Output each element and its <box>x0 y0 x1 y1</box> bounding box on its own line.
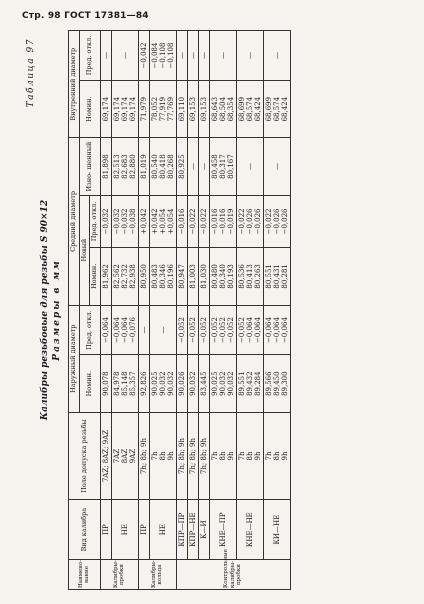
mid-worn-header: Изно- шенный <box>79 138 100 195</box>
gauge-type-cell: КНЕ—ПР <box>209 500 236 560</box>
i-pred-cell: — <box>176 31 187 81</box>
worn-cell: 81,019 <box>138 138 149 195</box>
o-pred-cell: −0,064 <box>100 305 111 355</box>
m-nom-cell: 81,003 <box>187 248 198 305</box>
m-nom-cell: 80,950 <box>138 248 149 305</box>
o-pred-cell: — <box>138 305 149 355</box>
o-nom-cell: 92,826 <box>138 355 149 412</box>
col-mid-header: Средний диаметр <box>69 138 80 305</box>
group-label-ring: Калибры- кольца <box>138 560 176 590</box>
table-label: Таблица 97 <box>26 38 36 108</box>
worn-cell: 80,540 80,418 80,268 <box>149 138 176 195</box>
table-caption: Калибры резьбовые для резьбы S 90×12 <box>40 199 50 421</box>
m-pred-cell: +0,042 <box>138 195 149 247</box>
col-name-header: Наимено- вание <box>69 560 101 590</box>
o-pred-cell: −0,064 −0,064 −0,076 <box>111 305 138 355</box>
worn-cell: — <box>187 138 198 195</box>
mid-nom-header: Номин. <box>90 248 101 305</box>
gauge-table <box>68 30 291 590</box>
mid-pred-header: Пред. откл. <box>90 195 101 247</box>
o-pred-cell: −0,064 −0,064 −0,064 <box>263 305 290 355</box>
m-nom-cell: 81,962 <box>100 248 111 305</box>
worn-cell: — <box>198 138 209 195</box>
m-nom-cell: 80,483 80,346 80,196 <box>149 248 176 305</box>
i-pred-cell: — <box>236 31 263 81</box>
m-pred-cell: −0,016 <box>176 195 187 247</box>
i-nom-cell: 69,174 <box>100 80 111 137</box>
table-row <box>198 31 209 590</box>
page-header: Стр. 98 ГОСТ 17381—84 <box>22 11 149 21</box>
m-pred-cell: −0,022 <box>187 195 198 247</box>
group-label-plug: Калибры- пробки <box>100 560 138 590</box>
i-nom-cell: 69,153 <box>198 80 209 137</box>
m-nom-cell: 80,947 <box>176 248 187 305</box>
o-nom-cell: 90,025 90,032 90,032 <box>149 355 176 412</box>
i-nom-cell: 78,052 77,919 77,769 <box>149 80 176 137</box>
m-pred-cell: +0,042 +0,054 +0,054 <box>149 195 176 247</box>
o-pred-cell: −0,052 −0,064 −0,064 <box>236 305 263 355</box>
tol-cell: 7h 8h 9h <box>209 412 236 499</box>
m-nom-cell: 82,562 82,732 82,938 <box>111 248 138 305</box>
o-pred-cell: — <box>149 305 176 355</box>
table-row <box>111 31 138 590</box>
i-nom-cell: 68,699 68,574 68,424 <box>236 80 263 137</box>
o-nom-cell: 90,025 90,032 90,032 <box>209 355 236 412</box>
tol-cell: 7AZ; 8AZ; 9AZ <box>100 412 111 499</box>
gauge-type-cell: КПР—НЕ <box>187 500 198 560</box>
outer-nom-header: Номин. <box>79 355 100 412</box>
tol-cell: 7h; 8h; 9h <box>187 412 198 499</box>
worn-cell: 80,925 <box>176 138 187 195</box>
rotated-page-content <box>22 30 412 590</box>
table-body <box>100 31 290 590</box>
o-pred-cell: −0,052 <box>187 305 198 355</box>
i-nom-cell: 69,174 69,174 69,174 <box>111 80 138 137</box>
table-units: Размеры в мм <box>52 259 62 361</box>
m-nom-cell: 80,551 80,431 80,281 <box>263 248 290 305</box>
gauge-type-cell: КПР—ПР <box>176 500 187 560</box>
table-row <box>209 31 236 590</box>
o-nom-cell: 90,032 <box>187 355 198 412</box>
col-inner-header: Внутренний диаметр <box>69 31 80 138</box>
i-pred-cell: — <box>100 31 111 81</box>
i-nom-cell: 69,110 <box>176 80 187 137</box>
i-pred-cell: −0,042 <box>138 31 149 81</box>
o-nom-cell: 83,445 <box>198 355 209 412</box>
o-nom-cell: 90,026 <box>176 355 187 412</box>
tol-cell: 7h 8h 9h <box>149 412 176 499</box>
m-pred-cell: −0,022 <box>198 195 209 247</box>
table-row <box>100 31 111 590</box>
gauge-type-cell: К—И <box>198 500 209 560</box>
o-nom-cell: 90,078 <box>100 355 111 412</box>
o-pred-cell: −0,052 −0,052 −0,052 <box>209 305 236 355</box>
col-tolerance-header: Поле допуска резьбы <box>69 412 101 499</box>
col-outer-header: Наружный диаметр <box>69 305 80 412</box>
i-pred-cell: — <box>198 31 209 81</box>
i-pred-cell: — <box>209 31 236 81</box>
o-nom-cell: 84,978 85,148 85,357 <box>111 355 138 412</box>
o-nom-cell: 89,551 89,432 89,284 <box>236 355 263 412</box>
gauge-type-cell: КНЕ—НЕ <box>236 500 263 560</box>
gauge-type-cell: КИ—НЕ <box>263 500 290 560</box>
inner-pred-header: Пред. откл. <box>79 31 100 81</box>
m-pred-cell: −0,022 −0,026 −0,026 <box>236 195 263 247</box>
m-nom-cell: 81,030 <box>198 248 209 305</box>
m-pred-cell: −0,022 −0,026 −0,026 <box>263 195 290 247</box>
inner-nom-header: Номин. <box>79 80 100 137</box>
worn-cell: 80,458 80,317 80,167 <box>209 138 236 195</box>
gauge-type-cell: НЕ <box>111 500 138 560</box>
m-pred-cell: −0,032 <box>100 195 111 247</box>
worn-cell: 81,898 <box>100 138 111 195</box>
gauge-type-cell: ПР <box>138 500 149 560</box>
o-pred-cell: −0,052 <box>198 305 209 355</box>
i-pred-cell: — <box>111 31 138 81</box>
tol-cell: 7h; 8h; 9h <box>176 412 187 499</box>
i-pred-cell: — <box>263 31 290 81</box>
table-row <box>138 31 149 590</box>
gauge-type-cell: НЕ <box>149 500 176 560</box>
o-nom-cell: 89,566 89,450 89,300 <box>263 355 290 412</box>
tol-cell: 7h; 8h; 9h <box>198 412 209 499</box>
group-label-control: Контрольные калибры-пробки <box>176 560 290 590</box>
m-nom-cell: 80,480 80,340 80,193 <box>209 248 236 305</box>
i-nom-cell: 69,153 <box>187 80 198 137</box>
o-pred-cell: −0,052 <box>176 305 187 355</box>
worn-cell: — <box>236 138 263 195</box>
table-row <box>149 31 176 590</box>
tol-cell: 7AZ 8AZ 9AZ <box>111 412 138 499</box>
table-row <box>187 31 198 590</box>
col-type-header: Вид калибра <box>69 500 101 560</box>
i-pred-cell: — <box>187 31 198 81</box>
m-pred-cell: −0,032 −0,032 −0,038 <box>111 195 138 247</box>
worn-cell: 82,513 82,683 82,880 <box>111 138 138 195</box>
m-nom-cell: 80,536 80,413 80,263 <box>236 248 263 305</box>
outer-pred-header: Пред. откл. <box>79 305 100 355</box>
table-row <box>176 31 187 590</box>
i-nom-cell: 68,643 68,504 68,354 <box>209 80 236 137</box>
tol-cell: 7h 8h 9h <box>236 412 263 499</box>
worn-cell: — <box>263 138 290 195</box>
mid-new-header: Новый <box>79 195 90 305</box>
tol-cell: 7h; 8h; 9h <box>138 412 149 499</box>
tol-cell: 7h 8h 9h <box>263 412 290 499</box>
i-nom-cell: 71,979 <box>138 80 149 137</box>
i-nom-cell: 68,699 68,574 68,424 <box>263 80 290 137</box>
gauge-type-cell: ПР <box>100 500 111 560</box>
table-row <box>236 31 263 590</box>
m-pred-cell: −0,016 −0,016 −0,019 <box>209 195 236 247</box>
i-pred-cell: −0,084 −0,108 −0,108 <box>149 31 176 81</box>
table-row <box>263 31 290 590</box>
